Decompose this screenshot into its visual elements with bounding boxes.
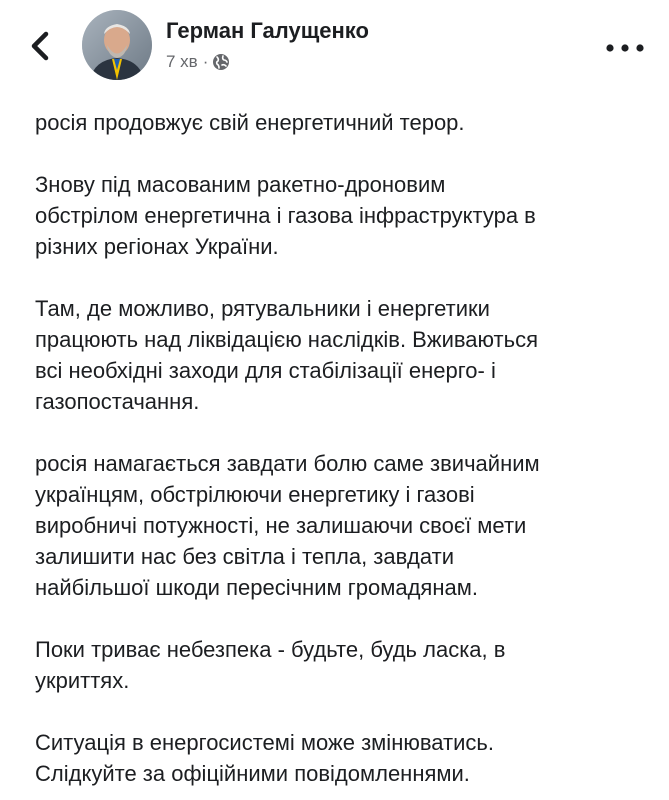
post-paragraph: росія намагається завдати болю саме звичайним українцям, обстрілюючи енергетику і газові виробничі потужності, не залишаючи своєї мети залишити нас без світла і тепла, завдати найбільшої шкоди пересічним громадянам. (35, 451, 540, 600)
avatar-image (82, 10, 152, 80)
author-name[interactable]: Герман Галущенко (166, 18, 369, 43)
post-paragraph: Знову під масованим ракетно-дроновим обстрілом енергетична і газова інфраструктура в різних регіонах України. (35, 172, 536, 259)
post-time[interactable]: 7 хв (166, 52, 198, 71)
chevron-left-icon (29, 29, 51, 63)
post-header (0, 0, 669, 96)
post-meta (166, 52, 230, 72)
avatar[interactable] (82, 10, 152, 80)
post-paragraph: Там, де можливо, рятувальники і енергетики працюють над ліквідацією наслідків. Вживаються всі необхідні заходи для стабілізації енерго- і газопостачання. (35, 296, 539, 414)
post-paragraph: Поки триває небезпека - будьте, будь ласка, в укриттях. (35, 637, 506, 693)
post-body (35, 107, 655, 789)
globe-icon (212, 53, 230, 71)
more-options-button[interactable] (601, 30, 649, 66)
post-paragraph: Ситуація в енергосистемі може змінюватись. Слідкуйте за офіційними повідомленнями. (35, 730, 494, 786)
meta-separator: · (202, 52, 209, 71)
back-button[interactable] (22, 26, 58, 66)
post-paragraph: росія продовжує свій енергетичний терор. (35, 110, 465, 135)
more-horizontal-icon (605, 43, 645, 53)
